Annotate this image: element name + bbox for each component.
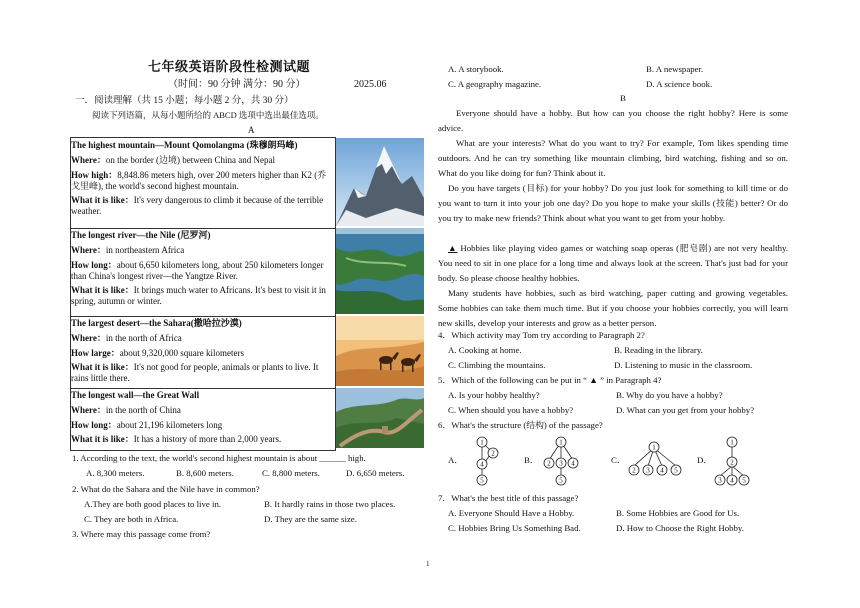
fact-heading: The longest wall—the Great Wall (71, 390, 200, 400)
section-instruction: 阅读下列语篇，从每小题所给的 ABCD 选项中选出最佳选项。 (92, 110, 324, 120)
desert-image (336, 316, 424, 386)
fact-text: about 9,320,000 square kilometers (119, 347, 244, 358)
question-2-option[interactable]: C. They are both in Africa. (84, 514, 179, 524)
fact-block-mountain (71, 138, 335, 228)
svg-text:2: 2 (491, 449, 495, 458)
question-4-option[interactable]: D. Listening to music in the classroom. (614, 360, 753, 370)
exam-date: 2025.06 (354, 79, 387, 90)
question-1-option[interactable]: A. 8,300 meters. (86, 468, 145, 478)
fact-text: about 21,196 kilometers long (116, 419, 223, 430)
passage-b-paragraph-3: Do you have targets (目标) for your hobby? Do you just look for something to kill time or do you want to turn it into your job one day? Do you hope to make your skills (技能) better? Or do you try to make new friends? Think about what you want to get from your hobby. (438, 183, 788, 223)
svg-text:2: 2 (632, 466, 636, 475)
fact-label: What it is like： (71, 433, 134, 444)
fact-text: It's very dangerous to climb it because of the terrible weather. (71, 195, 324, 217)
fact-label: How high： (71, 169, 118, 180)
question-2: 2. What do the Sahara and the Nile have in common? (72, 484, 260, 494)
question-1-option[interactable]: B. 8,600 meters. (176, 468, 234, 478)
question-4-option[interactable]: C. Climbing the mountains. (448, 360, 546, 370)
structure-diagram-d[interactable] (710, 436, 754, 488)
fact-label: How long： (71, 259, 117, 270)
fact-text: It has a history of more than 2,000 years. (133, 433, 282, 444)
svg-text:5: 5 (674, 466, 678, 475)
fact-text: in the north of China (105, 405, 181, 416)
question-2-option[interactable]: A.They are both good places to live in. (84, 499, 222, 509)
svg-text:5: 5 (559, 476, 563, 485)
structure-option-label[interactable]: A． (448, 455, 464, 465)
fact-text: in the north of Africa (105, 333, 182, 344)
question-3-option[interactable]: A. A storybook. (448, 64, 504, 74)
svg-text:4: 4 (480, 460, 484, 469)
svg-text:3: 3 (646, 466, 650, 475)
question-7-option[interactable]: B. Some Hobbies are Good for Us. (616, 508, 740, 518)
fact-label: How large： (71, 347, 120, 358)
blank-marker: ▲ (448, 243, 458, 253)
passage-a-table (70, 137, 336, 451)
svg-text:1: 1 (730, 438, 734, 447)
question-3: 3. Where may this passage come from? (72, 529, 211, 539)
passage-b-paragraph-5: Many students have hobbies, such as bird watching, paper cutting and growing vegetables. Some hobbies can take them much time. But if you choose your hobbies correctly, you will learn new skills, develop your interests and grow as a better person. (438, 288, 788, 328)
fact-block-desert (71, 316, 335, 388)
question-3-option[interactable]: D. A science book. (646, 79, 713, 89)
structure-option-label[interactable]: B． (524, 455, 539, 465)
fact-block-wall (71, 388, 335, 450)
question-4-option[interactable]: A. Cooking at home. (448, 345, 522, 355)
fact-text: in northeastern Africa (105, 245, 185, 256)
page-number: 1 (426, 560, 430, 568)
fact-text: 8,848.86 meters high, over 200 meters higher than K2 (乔戈里峰), the world's second highest mountain. (71, 169, 327, 191)
fact-heading: The longest river—the Nile (尼罗河) (71, 230, 211, 240)
svg-text:3: 3 (559, 459, 563, 468)
question-7-option[interactable]: D. How to Choose the Right Hobby. (616, 523, 744, 533)
fact-block-river (71, 228, 335, 316)
fact-heading: The largest desert—the Sahara(撒哈拉沙漠) (71, 318, 242, 328)
mountain-image (336, 138, 424, 226)
fact-label: What it is like： (71, 361, 134, 372)
passage-b-label: B (620, 93, 626, 103)
question-2-option[interactable]: B. It hardly rains in those two places. (264, 499, 396, 509)
question-5-option[interactable]: C. When should you have a hobby? (448, 405, 574, 415)
question-1-option[interactable]: C. 8,800 meters. (262, 468, 320, 478)
structure-diagram-a[interactable] (462, 436, 502, 488)
svg-text:2: 2 (730, 458, 734, 467)
exam-title: 七年级英语阶段性检测试题 (148, 60, 311, 75)
question-3-option[interactable]: C. A geography magazine. (448, 79, 542, 89)
fact-label: Where： (71, 333, 106, 344)
river-image (336, 228, 424, 314)
section-heading: 一．阅读理解（共 15 小题；每小题 2 分，共 30 分） (75, 96, 294, 106)
passage-b-paragraph-2: What are your interests? What do you want to try? For example, Tom likes spending time outdoors. And he can try something like mountain climbing, bird watching, fishing and so on. What do you like doing for fun? Think about it. (438, 138, 788, 178)
question-7: 7．What's the best title of this passage? (438, 493, 579, 503)
fact-label: How long： (71, 419, 117, 430)
fact-text: It brings much water to Africans. It's best to visit it in spring, autumn or winter. (71, 285, 326, 307)
question-1-option[interactable]: D. 6,650 meters. (346, 468, 405, 478)
svg-text:5: 5 (742, 476, 746, 485)
passage-a-label: A (248, 125, 255, 135)
structure-option-label[interactable]: C． (611, 455, 626, 465)
question-3-option[interactable]: B. A newspaper. (646, 64, 704, 74)
structure-diagram-b[interactable] (540, 436, 582, 488)
fact-label: Where： (71, 405, 106, 416)
question-5: 5．Which of the following can be put in “ ▲ ” in Paragraph 4? (438, 375, 662, 385)
svg-text:2: 2 (547, 459, 551, 468)
svg-text:1: 1 (652, 443, 656, 452)
question-5-option[interactable]: A. Is your hobby healthy? (448, 390, 540, 400)
fact-text: It's not good for people, animals or plants to live. It rains little there. (71, 361, 319, 383)
svg-text:3: 3 (718, 476, 722, 485)
svg-text:4: 4 (660, 466, 664, 475)
svg-text:4: 4 (730, 476, 734, 485)
question-6: 6．What's the structure (结构) of the passage? (438, 420, 603, 430)
question-4-option[interactable]: B. Reading in the library. (614, 345, 703, 355)
question-5-option[interactable]: D. What can you get from your hobby? (616, 405, 755, 415)
great-wall-image (336, 388, 424, 448)
svg-text:5: 5 (480, 476, 484, 485)
structure-option-label[interactable]: D． (697, 455, 713, 465)
svg-text:4: 4 (571, 459, 575, 468)
question-1: 1. According to the text, the world's second highest mountain is about ______ high. (72, 453, 366, 463)
fact-label: Where： (71, 245, 106, 256)
svg-text:1: 1 (559, 438, 563, 447)
question-5-option[interactable]: B. Why do you have a hobby? (616, 390, 723, 400)
fact-text: about 6,650 kilometers long, about 250 kilometers longer than China's longest river—the Yangtze River. (71, 259, 324, 281)
svg-text:1: 1 (480, 438, 484, 447)
question-2-option[interactable]: D. They are the same size. (264, 514, 357, 524)
fact-heading: The highest mountain—Mount Qomolangma (珠穆朗玛峰) (71, 140, 298, 150)
fact-label: What it is like： (71, 285, 134, 295)
question-7-option[interactable]: A. Everyone Should Have a Hobby. (448, 508, 575, 518)
question-7-option[interactable]: C. Hobbies Bring Us Something Bad. (448, 523, 581, 533)
passage-b-paragraph-1: Everyone should have a hobby. But how can you choose the right hobby? Here is some advice. (438, 108, 788, 133)
fact-label: What it is like： (71, 195, 134, 205)
fact-label: Where： (71, 155, 106, 166)
passage-b-paragraph-4 (438, 241, 788, 286)
question-4: 4．Which activity may Tom try according to Paragraph 2? (438, 330, 645, 340)
fact-text: on the border (边境) between China and Nepal (105, 155, 276, 166)
structure-diagram-c[interactable] (624, 440, 688, 480)
exam-subtitle: （时间：90 分钟 满分：90 分） (168, 79, 306, 90)
paragraph-text: Hobbies like playing video games or watching soap operas (肥皂剧) are not very healthy. You need to sit in one place for a long time and always look at the screen. That's just bad for your body. So please choose healthy hobbies. (438, 243, 788, 283)
